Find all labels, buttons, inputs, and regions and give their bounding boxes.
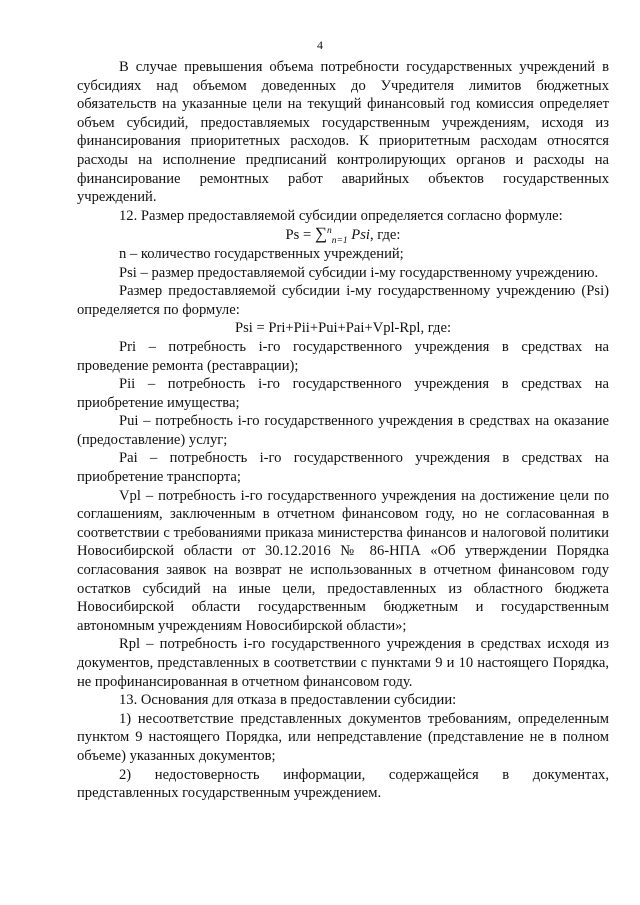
page-number: 4 (317, 38, 323, 52)
sum-term: Psi (351, 227, 370, 244)
definition-vpl: Vpl – потребность i-го государственного учреждения на достижение цели по соглашениям, заключенным в отчетном финансовом году, но не согласованная в соответствии с требованиями приказа министерства финансов и налоговой политики Новосибирской области от 30.12.2016 № 86-НПА «Об утверждении Порядка согласования заявок на возврат не использованных в отчетном финансовом году остатков субсидий на иные цели, предоставленных из областного бюджета Новосибирской области государственным бюджетным и государственным автономным учреждениям Новосибирской области»; (77, 487, 609, 634)
formula-tail: , где: (369, 227, 401, 244)
refusal-reason-2: 2) недостоверность информации, содержащейся в документах, представленных государственным учреждением. (77, 766, 609, 802)
paragraph-psi-formula-intro: Размер предоставляемой субсидии i-му государственному учреждению (Psi) определяется по формуле: (77, 283, 609, 318)
sum-symbol: ∑ (314, 224, 327, 244)
document-body (77, 58, 609, 803)
paragraph-item-12: 12. Размер предоставляемой субсидии определяется согласно формуле: (119, 207, 563, 224)
paragraph-priority-expenses: В случае превышения объема потребности государственных учреждений в субсидиях над объемом доведенных до Учредителя лимитов бюджетных обязательств на указанные цели на текущий финансовый год комиссия определяет объем субсидий, предоставляемых государственным учреждениям, исходя из финансирования приоритетных расходов. К приоритетным расходам относятся расходы на исполнение предписаний контролирующих органов и расходы на финансирование ремонтных работ аварийных объектов государственных учреждений. (77, 59, 609, 206)
definition-rpl: Rpl – потребность i-го государственного учреждения в средствах исходя из документов, представленных в соответствии с пунктами 9 и 10 настоящего Порядка, не профинансированная в отчетном финансовом году. (77, 636, 609, 690)
sum-upper-limit: n (326, 226, 332, 237)
refusal-reason-1: 1) несоответствие представленных документов требованиям, определенным пунктом 9 настоящего Порядка, или непредставление (представление не в полном объеме) указанных документов; (77, 710, 609, 764)
formula-total-subsidy (77, 225, 609, 245)
paragraph-item-13: 13. Основания для отказа в предоставлении субсидии: (119, 692, 457, 709)
definition-psi: Psi – размер предоставляемой субсидии i-му государственному учреждению. (119, 264, 599, 281)
definition-pri: Pri – потребность i-го государственного учреждения в средствах на проведение ремонта (реставрации); (77, 338, 609, 374)
definition-pii: Pii – потребность i-го государственного учреждения в средствах на приобретение имущества; (77, 376, 609, 411)
formula-psi: Psi = Pri+Pii+Pui+Pai+Vpl-Rpl, где: (234, 320, 452, 337)
formula-lhs: Ps = (285, 227, 315, 244)
definition-pai: Pai – потребность i-го государственного учреждения в средствах на приобретение транспорта; (77, 450, 609, 486)
sum-lower-limit: n=1 (331, 236, 348, 247)
definition-n: n – количество государственных учреждений; (119, 245, 404, 262)
definition-pui: Pui – потребность i-го государственного учреждения в средствах на оказание (предоставление) услуг; (77, 413, 609, 448)
